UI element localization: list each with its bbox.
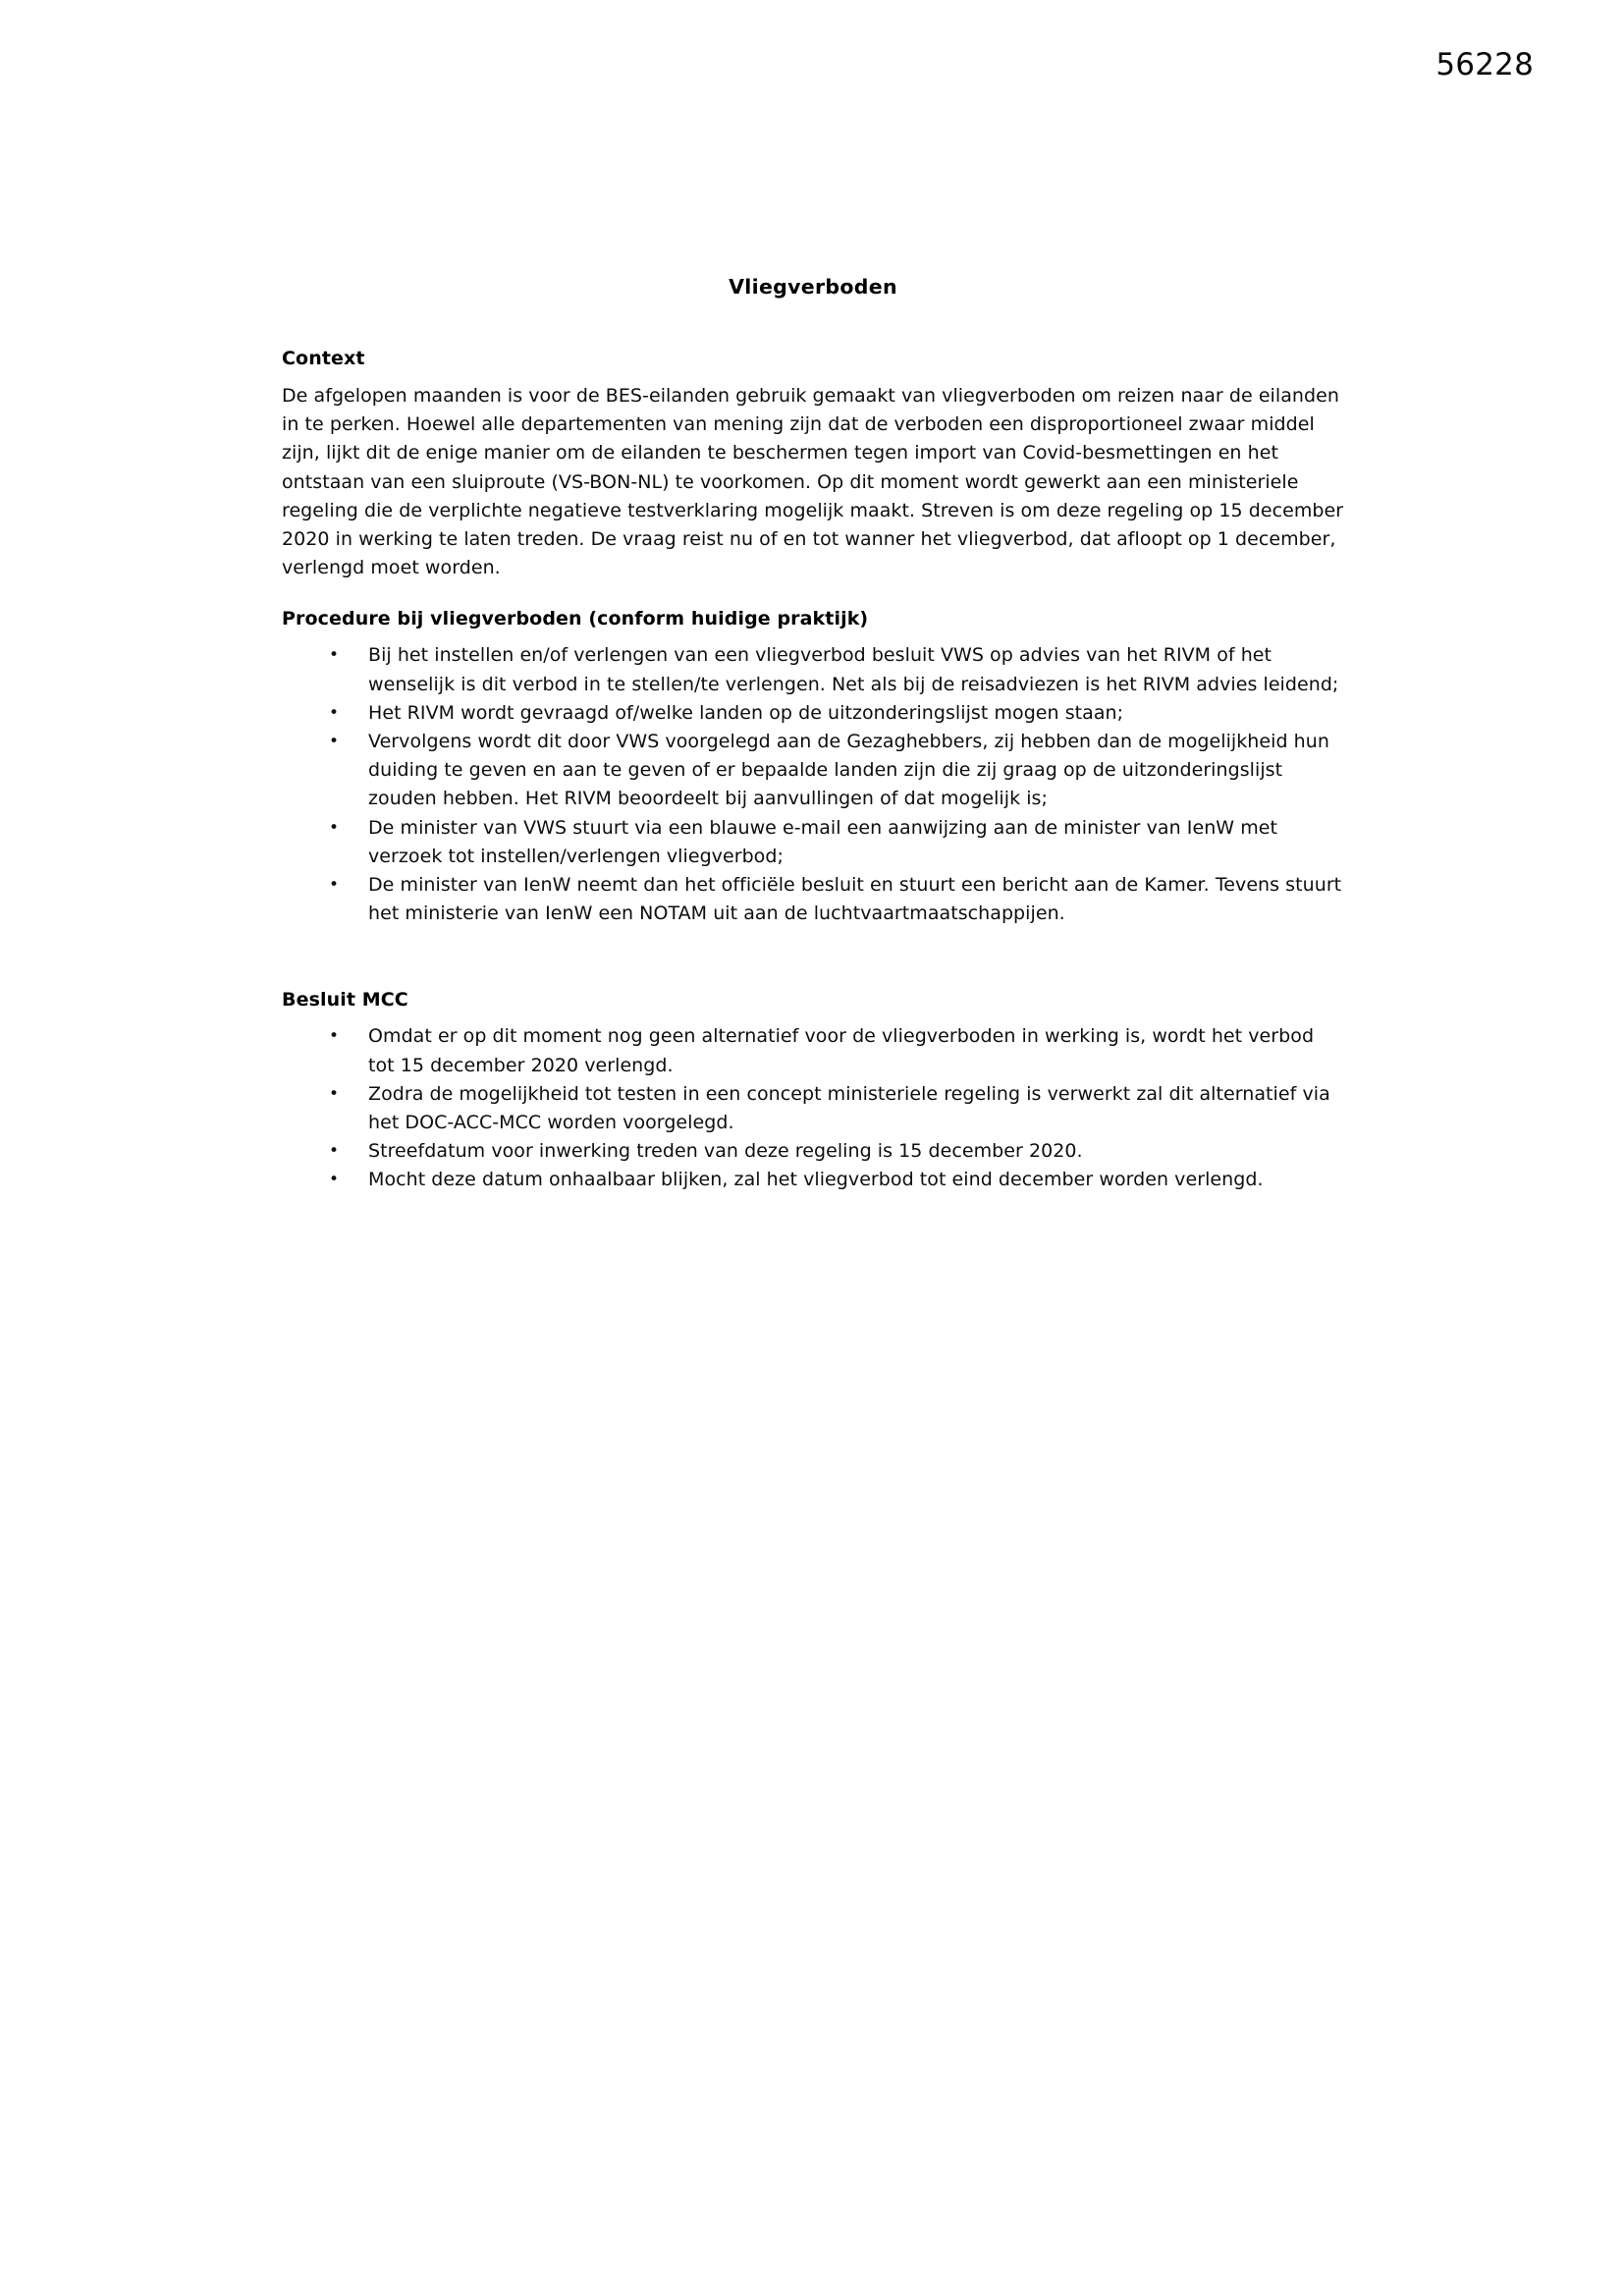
- list-item: • Mocht deze datum onhaalbaar blijken, zal het vliegverbod tot eind december worden verlengd.: [282, 1166, 1344, 1194]
- list-item: • Zodra de mogelijkheid tot testen in een concept ministeriele regeling is verwerkt zal dit alternatief via het DOC-ACC-MCC worden voorgelegd.: [282, 1080, 1344, 1137]
- spacer: [282, 369, 1344, 382]
- section-heading-besluit-mcc: Besluit MCC: [282, 989, 408, 1011]
- section-heading-context: Context: [282, 348, 365, 369]
- spacer: [282, 299, 1344, 348]
- section-heading-procedure: Procedure bij vliegverboden (conform huidige praktijk): [282, 608, 869, 630]
- procedure-bullet-list: [282, 641, 1344, 928]
- spacer: [282, 629, 1344, 641]
- page-title: Vliegverboden: [729, 275, 897, 299]
- list-item: • Vervolgens wordt dit door VWS voorgelegd aan de Gezaghebbers, zij hebben dan de mogelijkheid hun duiding te geven en aan te geven of er bepaalde landen zijn die zij graag op de uitzonderingslijst zouden hebben. Het RIVM beoordeelt bij aanvullingen of dat mogelijk is;: [282, 728, 1344, 814]
- list-item: • Het RIVM wordt gevraagd of/welke landen op de uitzonderingslijst mogen staan;: [282, 699, 1344, 728]
- page-number: 56228: [1435, 47, 1534, 82]
- besluit-bullet-list: [282, 1022, 1344, 1194]
- spacer: [282, 928, 1344, 989]
- list-item: • Streefdatum voor inwerking treden van deze regeling is 15 december 2020.: [282, 1137, 1344, 1166]
- list-item: • Bij het instellen en/of verlengen van een vliegverbod besluit VWS op advies van het RIVM of het wenselijk is dit verbod in te stellen/te verlengen. Net als bij de reisadviezen is het RIVM advies leidend;: [282, 641, 1344, 698]
- list-item: • De minister van IenW neemt dan het officiële besluit en stuurt een bericht aan de Kamer. Tevens stuurt het ministerie van IenW een NOTAM uit aan de luchtvaartmaatschappijen.: [282, 871, 1344, 928]
- spacer: [282, 1011, 1344, 1022]
- context-paragraph: De afgelopen maanden is voor de BES-eilanden gebruik gemaakt van vliegverboden om reizen naar de eilanden in te perken. Hoewel alle departementen van mening zijn dat de verboden een disproportioneel zwaar middel zijn, lijkt dit de enige manier om de eilanden te beschermen tegen import van Covid-besmettingen en het ontstaan van een sluiproute (VS-BON-NL) te voorkomen. Op dit moment wordt gewerkt aan een ministeriele regeling die de verplichte negatieve testverklaring mogelijk maakt. Streven is om deze regeling op 15 december 2020 in werking te laten treden. De vraag reist nu of en tot wanner het vliegverbod, dat afloopt op 1 december, verlengd moet worden.: [282, 385, 1344, 579]
- list-item: • De minister van VWS stuurt via een blauwe e-mail een aanwijzing aan de minister van IenW met verzoek tot instellen/verlengen vliegverbod;: [282, 814, 1344, 871]
- list-item: • Omdat er op dit moment nog geen alternatief voor de vliegverboden in werking is, wordt het verbod tot 15 december 2020 verlengd.: [282, 1022, 1344, 1079]
- spacer: [282, 582, 1344, 608]
- document-body: [282, 275, 1344, 1195]
